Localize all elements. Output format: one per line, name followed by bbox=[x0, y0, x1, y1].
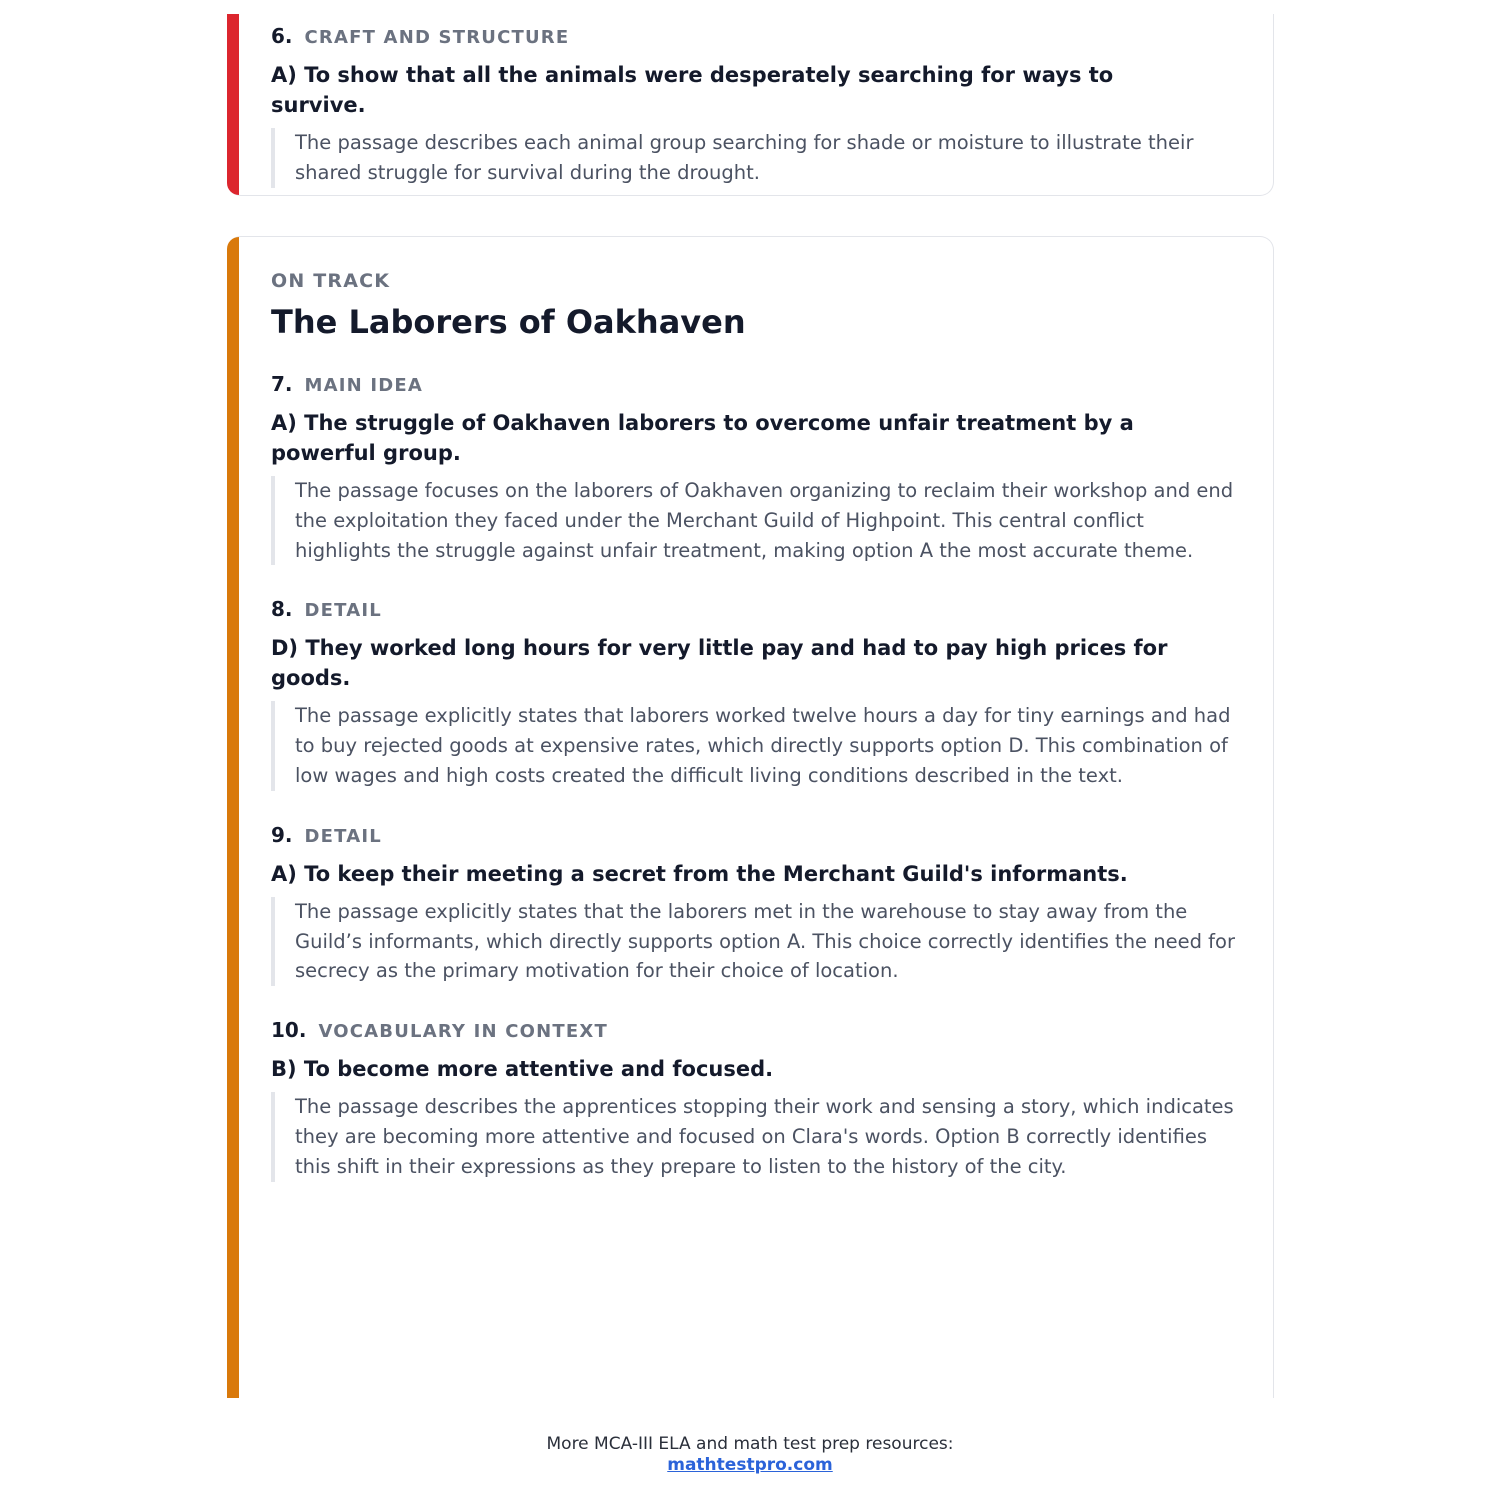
question-category: MAIN IDEA bbox=[304, 375, 424, 396]
question-number: 6. bbox=[271, 24, 293, 48]
question-category: VOCABULARY IN CONTEXT bbox=[318, 1021, 608, 1043]
question-header bbox=[271, 372, 1239, 398]
question-header bbox=[271, 24, 1239, 50]
question-answer: A) The struggle of Oakhaven laborers to overcome unfair treatment by a powerful group. bbox=[271, 411, 1134, 465]
question-header bbox=[271, 823, 1239, 849]
question-number: 10. bbox=[271, 1018, 307, 1043]
question-category: DETAIL bbox=[304, 825, 382, 847]
question-explanation: The passage explicitly states that laborers worked twelve hours a day for tiny earnings and had to buy rejected goods at expensive rates, which directly supports option D. This combination of low wages and high costs created the difficult living conditions described in the text. bbox=[271, 701, 1239, 790]
question-explanation: The passage describes each animal group searching for shade or moisture to illustrate their shared struggle for survival during the drought. bbox=[271, 128, 1239, 188]
question-item bbox=[271, 372, 1239, 565]
question-item bbox=[271, 597, 1239, 790]
question-item bbox=[271, 823, 1239, 986]
question-number: 9. bbox=[271, 822, 293, 847]
footer-link[interactable]: mathtestpro.com bbox=[667, 1455, 833, 1475]
results-card-section bbox=[227, 236, 1274, 1398]
question-item bbox=[271, 1018, 1239, 1181]
question-category: DETAIL bbox=[304, 600, 382, 622]
card-accent-bar bbox=[227, 14, 239, 195]
question-answer: A) To keep their meeting a secret from the Merchant Guild's informants. bbox=[271, 861, 1128, 886]
results-card-previous bbox=[227, 14, 1274, 196]
footer bbox=[0, 1434, 1500, 1476]
question-explanation: The passage focuses on the laborers of Oakhaven organizing to reclaim their workshop and end the exploitation they faced under the Merchant Guild of Highpoint. This central conflict highlights the struggle against unfair treatment, making option A the most accurate theme. bbox=[271, 476, 1239, 565]
question-answer: A) To show that all the animals were desperately searching for ways to survive. bbox=[271, 63, 1114, 117]
question-answer: D) They worked long hours for very little pay and had to pay high prices for goods. bbox=[271, 636, 1168, 691]
question-header bbox=[271, 1018, 1239, 1044]
question-header bbox=[271, 597, 1239, 623]
question-answer: B) To become more attentive and focused. bbox=[271, 1057, 774, 1082]
question-explanation: The passage describes the apprentices stopping their work and sensing a story, which indicates they are becoming more attentive and focused on Clara's words. Option B correctly identifies this shift in their expressions as they prepare to listen to the history of the city. bbox=[271, 1092, 1239, 1181]
status-label: ON TRACK bbox=[271, 270, 391, 292]
question-number: 7. bbox=[271, 372, 293, 396]
card-accent-bar bbox=[227, 237, 239, 1398]
question-number: 8. bbox=[271, 597, 293, 622]
section-title: The Laborers of Oakhaven bbox=[271, 303, 746, 341]
question-item bbox=[271, 24, 1239, 188]
question-explanation: The passage explicitly states that the laborers met in the warehouse to stay away from the Guild’s informants, which directly supports option A. This choice correctly identifies the need for secrecy as the primary motivation for their choice of location. bbox=[271, 897, 1239, 986]
question-category: CRAFT AND STRUCTURE bbox=[304, 27, 570, 48]
footer-text: More MCA-III ELA and math test prep resources: bbox=[546, 1434, 954, 1454]
